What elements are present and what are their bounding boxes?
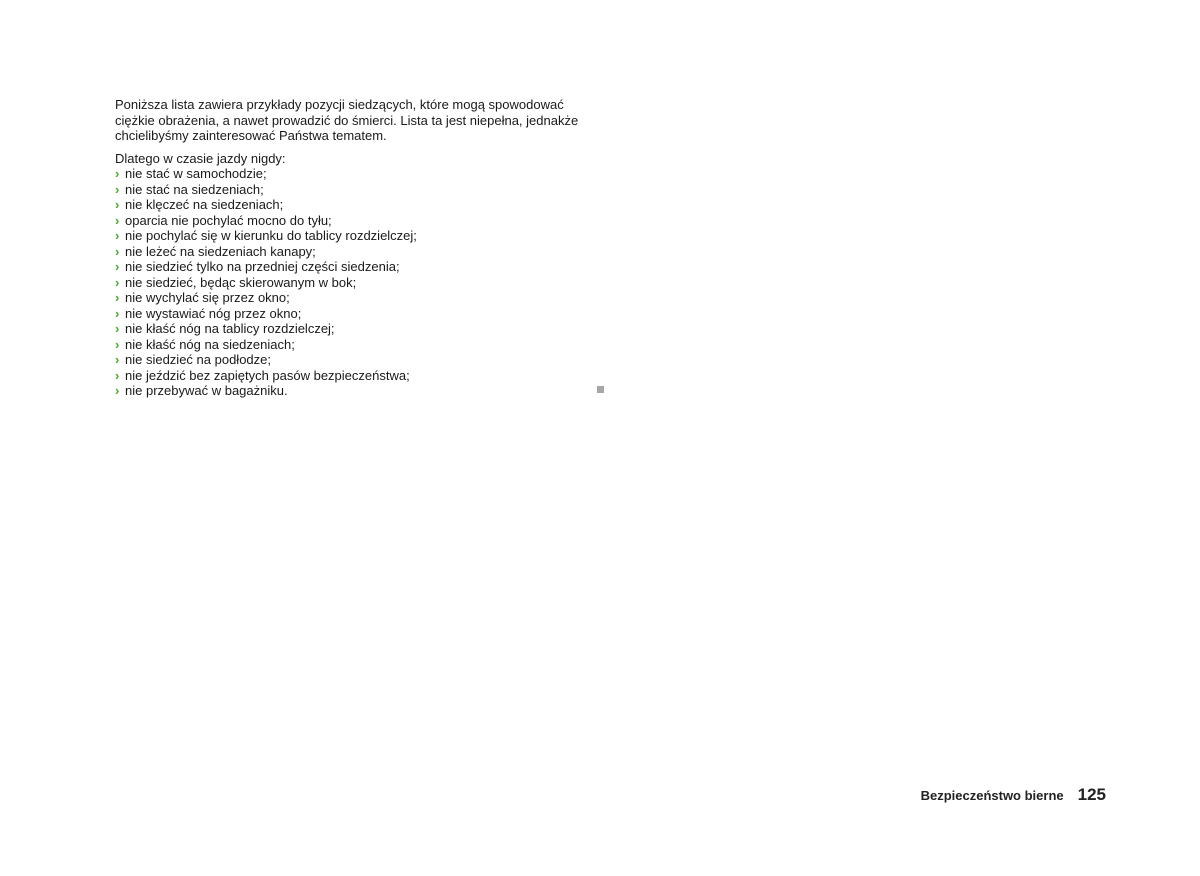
chevron-right-icon: ›	[115, 228, 120, 243]
chevron-right-icon: ›	[115, 259, 120, 274]
seating-positions-list	[115, 166, 595, 399]
list-item-text: nie wychylać się przez okno;	[125, 290, 290, 305]
list-item	[115, 244, 595, 260]
chevron-right-icon: ›	[115, 166, 120, 181]
list-item-text: nie przebywać w bagażniku.	[125, 383, 288, 398]
list-item-text: nie kłaść nóg na tablicy rozdzielczej;	[125, 321, 335, 336]
list-item	[115, 383, 595, 399]
section-end-square-icon	[597, 386, 604, 393]
page-footer	[880, 785, 1106, 805]
footer-section-title: Bezpieczeństwo bierne	[920, 788, 1064, 803]
chevron-right-icon: ›	[115, 290, 120, 305]
list-item-text: nie siedzieć, będąc skierowanym w bok;	[125, 274, 357, 290]
list-item-text: nie siedzieć na podłodze;	[125, 352, 271, 367]
list-item-text: oparcia nie pochylać mocno do tyłu;	[125, 212, 332, 228]
list-item-text: nie jeździć bez zapiętych pasów bezpieczeństwa;	[125, 367, 410, 383]
list-item-text: nie siedzieć tylko na przedniej części siedzenia;	[125, 259, 400, 274]
list-item	[115, 290, 595, 306]
chevron-right-icon: ›	[115, 367, 120, 383]
chevron-right-icon: ›	[115, 305, 120, 321]
chevron-right-icon: ›	[115, 197, 120, 212]
page-number: 125	[1077, 785, 1106, 804]
list-item-text: nie stać na siedzeniach;	[125, 181, 264, 197]
lead-line: Dlatego w czasie jazdy nigdy:	[115, 150, 286, 166]
chevron-right-icon: ›	[115, 383, 120, 398]
list-item	[115, 259, 595, 275]
chevron-right-icon: ›	[115, 352, 120, 367]
list-item	[115, 166, 595, 182]
list-item	[115, 275, 595, 291]
list-item	[115, 368, 595, 384]
list-item-text: nie leżeć na siedzeniach kanapy;	[125, 243, 316, 259]
list-item	[115, 321, 595, 337]
text-block	[115, 97, 595, 399]
chevron-right-icon: ›	[115, 336, 120, 352]
list-item	[115, 213, 595, 229]
list-item	[115, 228, 595, 244]
chevron-right-icon: ›	[115, 321, 120, 336]
list-item	[115, 306, 595, 322]
list-item-text: nie klęczeć na siedzeniach;	[125, 197, 284, 212]
list-item-text: nie pochylać się w kierunku do tablicy rozdzielczej;	[125, 228, 417, 243]
list-item-text: nie stać w samochodzie;	[125, 166, 267, 181]
list-item	[115, 352, 595, 368]
list-item	[115, 182, 595, 198]
chevron-right-icon: ›	[115, 274, 120, 290]
intro-paragraph: Poniższa lista zawiera przykłady pozycji siedzących, które mogą spowodować ciężkie obrażenia, a nawet prowadzić do śmierci. Lista ta jest niepełna, jednakże chcielibyśmy zainteresować Państwa tematem.	[115, 97, 579, 143]
list-item-text: nie kłaść nóg na siedzeniach;	[125, 336, 295, 352]
list-item-text: nie wystawiać nóg przez okno;	[125, 305, 302, 321]
list-item	[115, 197, 595, 213]
chevron-right-icon: ›	[115, 181, 120, 197]
list-item	[115, 337, 595, 353]
chevron-right-icon: ›	[115, 212, 120, 228]
chevron-right-icon: ›	[115, 243, 120, 259]
